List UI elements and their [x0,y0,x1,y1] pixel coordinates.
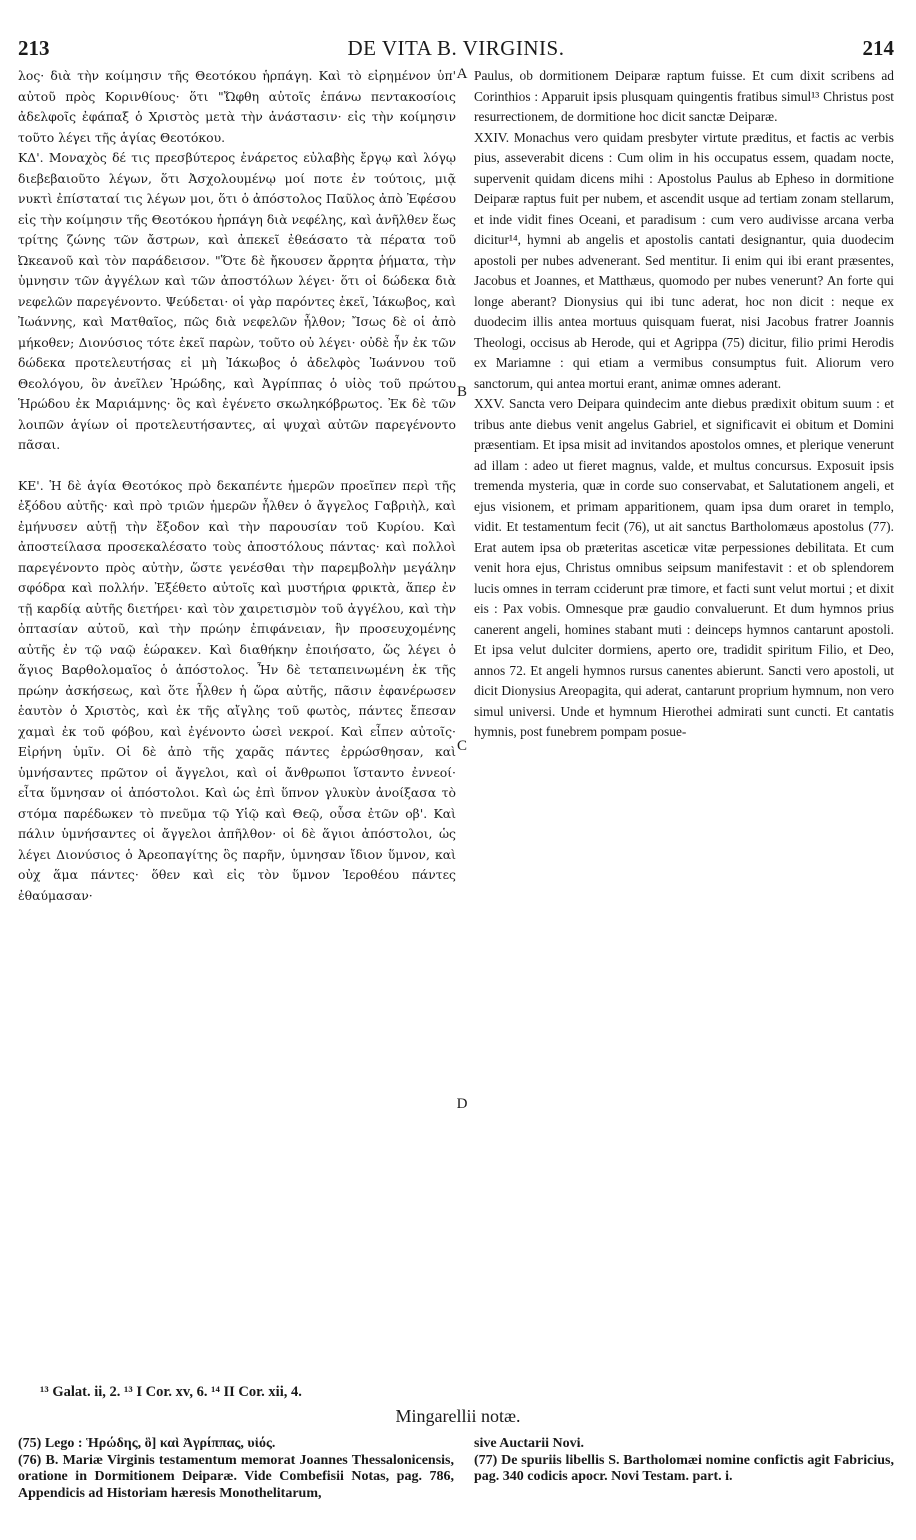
latin-column [474,66,894,743]
margin-letter-a: A [456,66,468,82]
notes-heading: Mingarellii notæ. [395,1406,521,1426]
page-header [18,36,894,58]
notes-column-left [18,1436,454,1502]
margin-letter-d: D [456,1096,468,1112]
page-number-right: 214 [862,36,894,60]
notes-column-right [474,1436,894,1486]
page-number-left: 213 [18,36,50,60]
greek-paragraph-3: ΚΕ'. Ἡ δὲ ἁγία Θεοτόκος πρὸ δεκαπέντε ἡμερῶν προεῖπεν περὶ τῆς ἐξόδου αὐτῆς· καὶ πρὸ τριῶν ἡμερῶν ἦλθεν ὁ ἄγγελος Γαβριὴλ, καὶ ἐμήνυσεν αὐτῇ τὴν ἔξοδον καὶ τὴν παρουσίαν τοῦ Κυρίου. Καὶ ἀποστείλασα προσεκαλέσατο τοὺς ἀποστόλους πάντας· καὶ πολλοὶ παρεγένοντο πρὸς αὐτὴν, ὥστε γενέσθαι τὴν παρεμβολὴν μεγάλην σφόδρα καὶ πολλήν. Ἐξέθετο αὐτοῖς καὶ μυστήρια φρικτὰ, ἅπερ ἐν τῇ καρδίᾳ αὐτῆς διετήρει· καὶ τὸν χαιρετισμὸν τοῦ ἀγγέλου, καὶ τὴν ὀπτασίαν αὐτοῦ, καὶ τὴν πρώην ἐπιφάνειαν, ἣν προσευχομένης αὐτῆς ἐν τῷ ναῷ ἑώρακεν. Καὶ διαθήκην ἐποιήσατο, ὥς λέγει ὁ ἅγιος Βαρθολομαῖος ὁ ἀπόστολος. Ἦν δὲ τεταπεινωμένη ἐκ τῆς πρώην ἀσκήσεως, καὶ ὅτε ἦλθεν ἡ ὥρα αὐτῆς, πᾶσιν ἐφανέρωσεν ἑαυτὸν ὁ Χριστὸς, καὶ ἐκ τῆς αἴγλης τοῦ φωτὸς, πάντες ἔπεσαν χαμαὶ ἐκ τοῦ φόβου, καὶ ἐγένοντο ὡσεὶ νεκροί. Καὶ εἶπεν αὐτοῖς· Εἰρήνη ὑμῖν. Οἱ δὲ ἀπὸ τῆς χαρᾶς πάντες ἐρρώσθησαν, καὶ ὑμνήσαντες πρῶτον οἱ ἄγγελοι, καὶ οἱ ἄνθρωποι ἵσταντο ἐννεοί· εἶτα ὕμνησαν οἱ ἀπόστολοι. Καὶ ὡς ἐπὶ ὕπνον γλυκὺν ἀνοίξασα τὸ στόμα παρέδωκεν τὸ πνεῦμα τῷ Υἱῷ καὶ Θεῷ, οὖσα ἐτῶν οβ'. Καὶ πάλιν ὑμνήσαντες οἱ ἄγγελοι ἀπῆλθον· οἱ δὲ ἅγιοι ἀπόστολοι, ὡς λέγει Διονύσιος ὁ Ἀρεοπαγίτης ὃς παρῆν, ὑμνησαν ἴδιον ὕμνον, καὶ οὐχ ἅμα πάντες· ὅθεν καὶ εἰς τὸν ὕμνον Ἱεροθέου πάντες ἐθαύμασαν· [18,477,456,903]
note-75: (75) Lego : Ἡρώδης, ὃ] καὶ Ἀγρίππας, υἱός. [18,1436,276,1451]
running-title: DE VITA B. VIRGINIS. [347,36,565,60]
latin-paragraph-1: Paulus, ob dormitionem Deiparæ raptum fuisse. Et cum dixit scribens ad Corinthios : Apparuit ipsis plusquam quingentis fratibus simul¹³ Christus post resurrectionem, de dormitione hoc dicit sanctæ Deiparæ. [474,68,894,124]
scripture-footnotes: ¹³ Galat. ii, 2. ¹³ I Cor. xv, 6. ¹⁴ II Cor. xii, 4. [40,1384,302,1400]
margin-letter-b: B [456,384,467,400]
latin-paragraph-2: XXIV. Monachus vero quidam presbyter virtute præditus, et factis ac verbis pius, asseverabit dicens : Cum olim in his occupatus essem, quadam nocte, supervenit quidam dicens mihi : Apostolus Paulus ab Epheso in dormitione Deiparæ raptus fuit per nubem, et ascendit usque ad tertiam zonam stellarum, et inde vidit fines Oceani, et paradisum : cum vero audivisse arcana verba dicitur¹⁴, hymni ab angelis et apostolis cantati designantur, quia duodecim apostoli per nubes advenerant. Sed mentitur. Ii enim qui ibi erant præsentes, Jacobus et Joannes, et Matthæus, quomodo per nubes venerunt? An forte qui longe aberant? Dionysius qui ibi tunc aderat, hoc non dicit : neque ex duodecim illis antea mortuus quisquam fuerat, nisi Jacobus fratrer Joannis Theologi, occisus ab Herode, qui et Agrippa (75) dicitur, filio primi Herodis ex Mariamne : qui etiam a vermibus consumptus fuit. Aliorum vero sanctorum, qui antea mortui erant, animæ omnes aderant. [474,129,894,391]
greek-paragraph-1: λος· διὰ τὴν κοίμησιν τῆς Θεοτόκου ἡρπάγη. Καὶ τὸ εἰρημένον ὑπ' αὐτοῦ πρὸς Κορινθίους· ὅτι "Ὤφθη αὐτοῖς ἐπάνω πεντακοσίοις ἀδελφοῖς ἐφάπαξ ὁ Χριστὸς μετὰ τὴν ἀνάστασιν· εἰς τὴν κοίμησιν τοῦτο λέγει τῆς ἁγίας Θεοτόκου. [18,68,456,145]
latin-paragraph-3: XXV. Sancta vero Deipara quindecim ante diebus prædixit obitum suum : et tribus ante diebus venit angelus Gabriel, et significavit ei obitum et Domini præsentiam. Et ipsa misit ad invitandos apostolos omnes, et plerique venerunt ad illam : adeo ut fieret magnus, valde, et multus concursus. Exposuit ipsis tremenda mysteria, quæ in corde suo conservabat, et Salutationem angeli, et ejus visionem, et primam apparitionem, quam ipsa dum oraret in templo, vidit. Et testamentum fecit (76), ut ait sanctus Bartholomæus apostolus (77). Erat autem ipsa ob præteritas asceticæ vitæ perpessiones debilitata. Et cum venit hora ejus, Christus omnibus seipsum manifestavit : et ob splendorem lucis omnes in terram cciderunt præ timore, et facti sunt velut mortui ; et dixit eis : Pax vobis. Omnesque præ gaudio convaluerunt. Et dum hymnos prius canerent angeli, homines stabant muti : deinceps hymnos cantarunt apostoli. Et ipsa velut dulciter dormiens, aperto ore, tradidit spiritum Filio, et Deo, annos 72. Et angeli hymnos rursus canentes abierunt. Sancti vero apostoli, ut dicit Dionysius Areopagita, qui aderat, cantarunt proprium hymnum, non vero simul universi. Unde et hymnum Hierothei admirati sunt cuncti. Et cantatis hymnis, post funebrem pompam posue- [474,396,894,739]
margin-letter-c: C [456,738,467,754]
note-77: (77) De spuriis libellis S. Bartholomæi nomine confictis agit Fabricius, pag. 340 codicis apocr. Novi Testam. part. i. [474,1452,894,1484]
note-76: (76) B. Mariæ Virginis testamentum memorat Joannes Thessalonicensis, oratione in Dormitionem Deiparæ. Vide Combefisii Notas, pag. 786, Appendicis ad Historiam hæresis Monothelitarum, [18,1452,454,1501]
greek-column [18,66,456,906]
note-76-continued: sive Auctarii Novi. [474,1436,585,1451]
greek-paragraph-2: ΚΔ'. Μοναχὸς δέ τις πρεσβύτερος ἐνάρετος εὐλαβὴς ἔργῳ καὶ λόγῳ διεβεβαιοῦτο λέγων, ὅτι Ἀσχολουμένῳ μοί ποτε ἐν τούτοις, μιᾷ νυκτὶ ἐπίσταταί τις λέγων μοι, ὅτι ὁ ἀπόστολος Παῦλος ἀπὸ Ἐφέσου εἰς τὴν κοίμησιν τῆς Θεοτόκου ἡρπάγη διὰ νεφέλης, καὶ ἀνῆλθεν ἕως τρίτης ζώνης τῶν ἄστρων, καὶ ἀπεκεῖ ἐθεάσατο τὰ πέρατα τοῦ Ὠκεανοῦ καὶ τὸν παράδεισον. "Ὅτε δὲ ἤκουσεν ἄρρητα ῥήματα, τὴν ὑμνησιν τῶν ἀγγέλων καὶ τῶν ἀποστόλων λέγει· ὅτι οἱ δώδεκα διὰ νεφελῶν παρεγένοντο. Ψεύδεται· οἱ γὰρ παρόντες ἐκεῖ, Ἰάκωβος, καὶ Ἰωάννης, καὶ Ματθαῖος, πῶς διὰ νεφελῶν ἦλθον; Ἴσως δὲ οἱ ἀπὸ μήκοθεν; Διονύσιος τότε ἐκεῖ παρὼν, τοῦτο οὐ λέγει· οὐδὲ ἦν ἐκ τῶν δώδεκα προτελευτήσας εἰ μὴ Ἰάκωβος ὁ ἀδελφὸς Ἰωάννου τοῦ Θεολόγου, ὃν ἀνεῖλεν Ἡρώδης, καὶ Ἀγρίππας ὁ υἱὸς τοῦ πρώτου Ἡρώδου ἐκ Μαριάμνης· ὃς καὶ ἐγένετο σκωληκόβρωτος. Ἐκ δὲ τῶν λοιπῶν ἁγίων οἱ προτελευτήσαντες, αἱ ψυχαὶ αὐτῶν παρεγένοντο πᾶσαι. [18,150,456,452]
